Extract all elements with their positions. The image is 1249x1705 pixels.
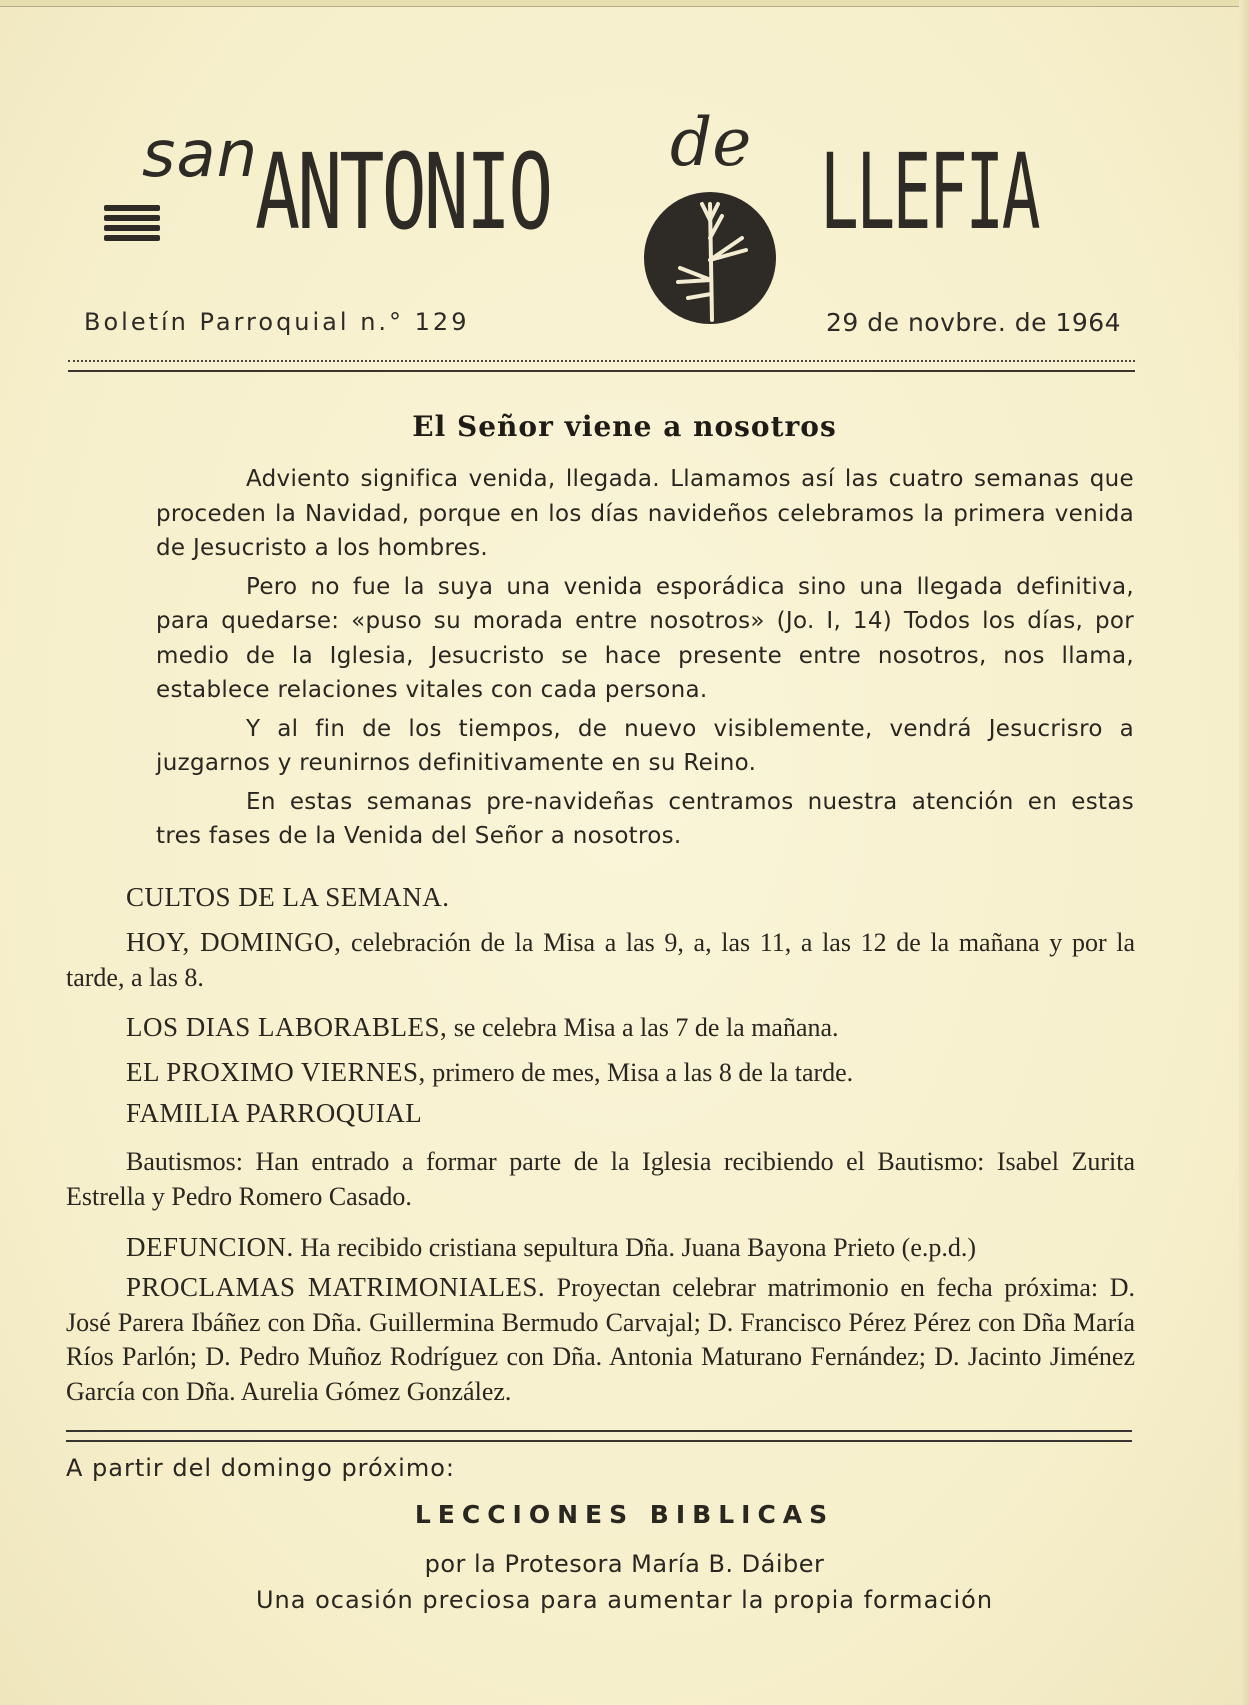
article-paragraph: Adviento significa venida, llegada. Llamamos así las cuatro semanas que proceden la Navidad, porque en los días navideños celebramos la primera venida de Jesucristo a los hombres. [156, 466, 1134, 561]
familia-heading-block [66, 1096, 1135, 1132]
bulletin-number: Boletín Parroquial n.° 129 [84, 308, 470, 336]
masthead-lines-ornament [104, 205, 160, 245]
cultos-hoy [66, 925, 1135, 995]
cultos-hoy-text: celebración de la Misa a las 9, a, las 11, a las 12 de la mañana y por la tarde, a las 8. [66, 928, 1136, 992]
masthead-san: san [142, 118, 259, 192]
footer-apartir: A partir del domingo próximo: [66, 1454, 455, 1482]
header-divider [68, 360, 1135, 372]
article-paragraph: En estas semanas pre-navideñas centramos nuestra atención en estas tres fases de la Venida del Señor a nosotros. [156, 788, 1134, 849]
palm-branch-emblem-icon [642, 190, 778, 326]
familia-proclamas [66, 1270, 1135, 1409]
footer-ocasion: Una ocasión preciosa para aumentar la propia formación [255, 1586, 994, 1614]
footer-lecciones-title: LECCIONES BIBLICAS [414, 1500, 835, 1529]
familia-defuncion-text: Ha recibido cristiana sepultura Dña. Juana Bayona Prieto (e.p.d.) [300, 1233, 977, 1262]
cultos-viernes-text: primero de mes, Misa a las 8 de la tarde. [432, 1058, 854, 1087]
familia-bautismos [66, 1145, 1135, 1214]
familia-heading: FAMILIA PARROQUIAL [126, 1098, 423, 1128]
article-body [156, 462, 1134, 858]
familia-proclamas-label: PROCLAMAS MATRIMONIALES. [126, 1272, 546, 1302]
cultos-laborables-label: LOS DIAS LABORABLES, [126, 1012, 448, 1042]
article-title: El Señor viene a nosotros [412, 410, 837, 443]
familia-proclamas-text: Proyectan celebrar matrimonio en fecha próxima: D. José Parera Ibáñez con Dña. Guillermina Bermudo Carvajal; D. Francisco Pérez Pérez con Dña María Ríos Parlón; D. Pedro Muñoz Rodríguez con Dña. Antonia Maturano Fernández; D. Jacinto Jiménez García con Dña. Aurelia Gómez González. [66, 1273, 1135, 1406]
footer-profesora: por la Protesora María B. Dáiber [424, 1550, 825, 1578]
footer-divider [66, 1430, 1132, 1442]
familia-defuncion [66, 1230, 1135, 1266]
familia-bautismos-text: Bautismos: Han entrado a formar parte de la Iglesia recibiendo el Bautismo: Isabel Zurita Estrella y Pedro Romero Casado. [66, 1147, 1135, 1211]
cultos-laborables [66, 1010, 1135, 1046]
masthead-antonio: ANTONIO [255, 131, 551, 253]
article-paragraph: Pero no fue la suya una venida esporádica sino una llegada definitiva, para quedarse: «puso su morada entre nosotros» (Jo. I, 14) Todos los días, por medio de la Iglesia, Jesucristo se hace presente entre nosotros, nos llama, establece relaciones vitales con cada persona. [156, 573, 1134, 703]
cultos-viernes [66, 1055, 1135, 1091]
cultos-heading: CULTOS DE LA SEMANA. [126, 882, 450, 912]
cultos-hoy-label: HOY, DOMINGO, [126, 927, 342, 957]
cultos-viernes-label: EL PROXIMO VIERNES, [126, 1057, 426, 1087]
masthead-de: de [670, 104, 752, 181]
familia-defuncion-label: DEFUNCION. [126, 1232, 294, 1262]
article-paragraph: Y al fin de los tiempos, de nuevo visiblemente, vendrá Jesucrisro a juzgarnos y reunirnos definitivamente en su Reino. [156, 715, 1134, 776]
masthead-llefia: LLEFIA [820, 131, 1039, 253]
paper-right-edge [1239, 0, 1249, 1705]
bulletin-date: 29 de novbre. de 1964 [826, 308, 1122, 337]
cultos-laborables-text: se celebra Misa a las 7 de la mañana. [453, 1013, 839, 1042]
paper-top-edge [0, 0, 1249, 7]
cultos-heading-block [66, 880, 1135, 916]
